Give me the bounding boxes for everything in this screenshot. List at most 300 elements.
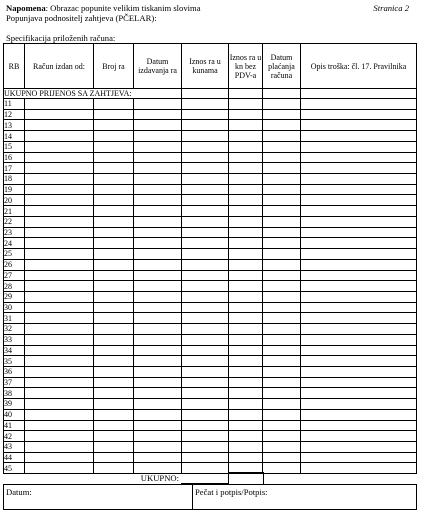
table-cell[interactable] (229, 195, 263, 206)
table-cell[interactable] (263, 356, 301, 367)
table-cell[interactable] (301, 216, 417, 227)
table-row (4, 259, 417, 270)
row-number: 31 (4, 313, 25, 324)
table-cell[interactable] (25, 174, 94, 185)
table-row (4, 442, 417, 453)
table-cell[interactable] (25, 281, 94, 292)
table-cell[interactable] (301, 184, 417, 195)
table-cell[interactable] (301, 356, 417, 367)
row-number: 35 (4, 356, 25, 367)
table-cell[interactable] (301, 163, 417, 174)
table-cell[interactable] (301, 324, 417, 335)
table-cell[interactable] (263, 334, 301, 345)
table-cell[interactable] (25, 356, 94, 367)
table-cell[interactable] (301, 452, 417, 463)
table-cell[interactable] (229, 431, 263, 442)
table-cell[interactable] (263, 227, 301, 238)
table-cell[interactable] (301, 141, 417, 152)
table-row (4, 195, 417, 206)
table-cell[interactable] (134, 302, 182, 313)
table-cell[interactable] (301, 431, 417, 442)
table-cell[interactable] (134, 249, 182, 260)
row-number: 40 (4, 409, 25, 420)
table-cell[interactable] (182, 366, 229, 377)
table-cell[interactable] (94, 302, 134, 313)
table-cell[interactable] (134, 163, 182, 174)
table-cell[interactable] (301, 109, 417, 120)
row-number: 44 (4, 452, 25, 463)
table-cell[interactable] (229, 345, 263, 356)
table-cell[interactable] (229, 141, 263, 152)
table-cell[interactable] (182, 356, 229, 367)
table-cell[interactable] (182, 152, 229, 163)
table-cell[interactable] (25, 238, 94, 249)
table-cell[interactable] (229, 152, 263, 163)
table-cell[interactable] (25, 442, 94, 453)
row-number: 23 (4, 227, 25, 238)
table-cell[interactable] (182, 281, 229, 292)
table-cell[interactable] (263, 324, 301, 335)
table-cell[interactable] (94, 195, 134, 206)
table-row (4, 452, 417, 463)
table-cell[interactable] (229, 377, 263, 388)
table-cell[interactable] (182, 291, 229, 302)
table-cell[interactable] (94, 141, 134, 152)
table-cell[interactable] (263, 420, 301, 431)
table-row (4, 270, 417, 281)
table-cell[interactable] (229, 131, 263, 142)
table-row (4, 238, 417, 249)
carry-cell[interactable] (301, 89, 417, 99)
table-cell[interactable] (25, 152, 94, 163)
table-cell[interactable] (229, 334, 263, 345)
table-row (4, 302, 417, 313)
table-cell[interactable] (94, 442, 134, 453)
table-cell[interactable] (182, 388, 229, 399)
table-cell[interactable] (229, 399, 263, 410)
table-cell[interactable] (134, 377, 182, 388)
table-cell[interactable] (94, 313, 134, 324)
table-cell[interactable] (229, 452, 263, 463)
table-cell[interactable] (301, 99, 417, 110)
table-cell[interactable] (25, 120, 94, 131)
table-cell[interactable] (229, 120, 263, 131)
table-cell[interactable] (25, 334, 94, 345)
table-cell[interactable] (182, 238, 229, 249)
table-cell[interactable] (229, 216, 263, 227)
table-cell[interactable] (263, 184, 301, 195)
total-row (3, 472, 416, 484)
col-header-issuer: Račun izdan od: (25, 44, 94, 89)
table-cell[interactable] (94, 420, 134, 431)
col-header-issue-date: Datum izdavanja ra (134, 44, 182, 89)
date-field[interactable] (4, 485, 193, 509)
row-number: 25 (4, 249, 25, 260)
table-cell[interactable] (134, 141, 182, 152)
table-cell[interactable] (134, 442, 182, 453)
table-cell[interactable] (182, 206, 229, 217)
table-row (4, 345, 417, 356)
table-cell[interactable] (301, 399, 417, 410)
col-header-rb: RB (4, 44, 25, 89)
table-cell[interactable] (263, 99, 301, 110)
table-cell[interactable] (229, 420, 263, 431)
table-cell[interactable] (25, 206, 94, 217)
table-cell[interactable] (94, 259, 134, 270)
carry-cell[interactable] (263, 89, 301, 99)
table-cell[interactable] (229, 281, 263, 292)
table-cell[interactable] (263, 163, 301, 174)
table-cell[interactable] (182, 324, 229, 335)
table-cell[interactable] (263, 313, 301, 324)
table-cell[interactable] (182, 174, 229, 185)
table-cell[interactable] (134, 281, 182, 292)
table-cell[interactable] (25, 431, 94, 442)
table-cell[interactable] (94, 324, 134, 335)
page-number: Stranica 2 (373, 3, 409, 13)
table-row (4, 99, 417, 110)
table-cell[interactable] (301, 195, 417, 206)
row-number: 19 (4, 184, 25, 195)
table-cell[interactable] (94, 120, 134, 131)
row-number: 12 (4, 109, 25, 120)
table-cell[interactable] (229, 174, 263, 185)
table-cell[interactable] (182, 270, 229, 281)
row-number: 32 (4, 324, 25, 335)
table-cell[interactable] (134, 431, 182, 442)
table-row (4, 120, 417, 131)
table-cell[interactable] (263, 174, 301, 185)
table-cell[interactable] (263, 345, 301, 356)
carry-over-label: UKUPNO PRIJENOS SA ZAHTJEVA: (4, 89, 182, 99)
row-number: 18 (4, 174, 25, 185)
table-cell[interactable] (94, 345, 134, 356)
table-cell[interactable] (229, 324, 263, 335)
table-cell[interactable] (229, 356, 263, 367)
table-cell[interactable] (94, 366, 134, 377)
table-cell[interactable] (301, 152, 417, 163)
note-text: : Obrazac popunite velikim tiskanim slovima (45, 3, 201, 13)
table-cell[interactable] (182, 131, 229, 142)
table-cell[interactable] (25, 345, 94, 356)
table-cell[interactable] (25, 302, 94, 313)
table-cell[interactable] (301, 238, 417, 249)
table-cell[interactable] (94, 377, 134, 388)
table-cell[interactable] (182, 420, 229, 431)
table-cell[interactable] (301, 377, 417, 388)
table-cell[interactable] (134, 195, 182, 206)
table-cell[interactable] (182, 163, 229, 174)
table-cell[interactable] (134, 174, 182, 185)
table-cell[interactable] (301, 174, 417, 185)
table-cell[interactable] (134, 313, 182, 324)
table-cell[interactable] (182, 452, 229, 463)
table-cell[interactable] (25, 366, 94, 377)
table-cell[interactable] (25, 399, 94, 410)
row-number: 30 (4, 302, 25, 313)
table-cell[interactable] (134, 184, 182, 195)
table-cell[interactable] (301, 442, 417, 453)
table-cell[interactable] (182, 216, 229, 227)
table-cell[interactable] (94, 281, 134, 292)
table-cell[interactable] (25, 259, 94, 270)
table-cell[interactable] (134, 120, 182, 131)
table-cell[interactable] (25, 420, 94, 431)
table-cell[interactable] (182, 141, 229, 152)
table-cell[interactable] (229, 313, 263, 324)
row-number: 42 (4, 431, 25, 442)
table-cell[interactable] (229, 238, 263, 249)
row-number: 26 (4, 259, 25, 270)
table-cell[interactable] (182, 431, 229, 442)
table-cell[interactable] (134, 238, 182, 249)
table-cell[interactable] (25, 452, 94, 463)
table-cell[interactable] (94, 399, 134, 410)
col-header-amount: Iznos ra u kunama (182, 44, 229, 89)
table-cell[interactable] (229, 442, 263, 453)
table-cell[interactable] (182, 345, 229, 356)
table-cell[interactable] (94, 431, 134, 442)
table-cell[interactable] (94, 249, 134, 260)
table-cell[interactable] (25, 324, 94, 335)
table-cell[interactable] (263, 259, 301, 270)
table-cell[interactable] (263, 442, 301, 453)
table-cell[interactable] (25, 270, 94, 281)
invoice-spec-table (3, 43, 417, 474)
table-cell[interactable] (25, 216, 94, 227)
table-cell[interactable] (134, 131, 182, 142)
table-cell[interactable] (25, 377, 94, 388)
table-cell[interactable] (25, 109, 94, 120)
table-cell[interactable] (263, 238, 301, 249)
row-number: 33 (4, 334, 25, 345)
table-row (4, 249, 417, 260)
table-cell[interactable] (134, 409, 182, 420)
table-cell[interactable] (94, 216, 134, 227)
table-cell[interactable] (182, 120, 229, 131)
table-cell[interactable] (94, 388, 134, 399)
table-cell[interactable] (263, 270, 301, 281)
table-cell[interactable] (263, 206, 301, 217)
table-cell[interactable] (134, 366, 182, 377)
table-cell[interactable] (263, 120, 301, 131)
table-cell[interactable] (182, 442, 229, 453)
table-cell[interactable] (94, 238, 134, 249)
table-cell[interactable] (182, 184, 229, 195)
table-cell[interactable] (134, 399, 182, 410)
table-cell[interactable] (25, 184, 94, 195)
table-cell[interactable] (301, 131, 417, 142)
table-cell[interactable] (263, 131, 301, 142)
table-cell[interactable] (134, 388, 182, 399)
table-cell[interactable] (301, 345, 417, 356)
table-row (4, 431, 417, 442)
table-cell[interactable] (134, 227, 182, 238)
table-row (4, 356, 417, 367)
row-number: 11 (4, 99, 25, 110)
table-row (4, 281, 417, 292)
table-cell[interactable] (263, 249, 301, 260)
row-number: 45 (4, 463, 25, 474)
row-number: 38 (4, 388, 25, 399)
table-cell[interactable] (134, 356, 182, 367)
table-cell[interactable] (94, 99, 134, 110)
table-cell[interactable] (25, 313, 94, 324)
table-cell[interactable] (134, 334, 182, 345)
table-cell[interactable] (301, 366, 417, 377)
table-cell[interactable] (94, 131, 134, 142)
table-cell[interactable] (301, 302, 417, 313)
row-number: 28 (4, 281, 25, 292)
carry-cell[interactable] (229, 89, 263, 99)
carry-cell[interactable] (182, 89, 229, 99)
note-label: Napomena (6, 3, 46, 13)
col-header-payment-date: Datum plaćanja računa (263, 44, 301, 89)
table-cell[interactable] (25, 163, 94, 174)
table-cell[interactable] (134, 99, 182, 110)
table-cell[interactable] (229, 227, 263, 238)
table-cell[interactable] (94, 291, 134, 302)
table-cell[interactable] (182, 302, 229, 313)
table-cell[interactable] (134, 109, 182, 120)
table-cell[interactable] (134, 270, 182, 281)
table-cell[interactable] (94, 227, 134, 238)
table-cell[interactable] (263, 291, 301, 302)
table-cell[interactable] (301, 281, 417, 292)
row-number: 41 (4, 420, 25, 431)
table-cell[interactable] (229, 99, 263, 110)
table-cell[interactable] (25, 99, 94, 110)
table-row (4, 109, 417, 120)
table-cell[interactable] (94, 109, 134, 120)
table-row (4, 377, 417, 388)
table-cell[interactable] (94, 206, 134, 217)
table-cell[interactable] (182, 313, 229, 324)
seal-label: Pečat i potpis/Potpis: (195, 487, 268, 497)
table-cell[interactable] (134, 152, 182, 163)
table-cell[interactable] (25, 195, 94, 206)
table-cell[interactable] (94, 163, 134, 174)
table-cell[interactable] (25, 227, 94, 238)
table-cell[interactable] (229, 270, 263, 281)
table-cell[interactable] (25, 388, 94, 399)
table-cell[interactable] (94, 270, 134, 281)
table-cell[interactable] (182, 377, 229, 388)
table-cell[interactable] (229, 109, 263, 120)
row-number: 27 (4, 270, 25, 281)
table-cell[interactable] (263, 141, 301, 152)
table-cell[interactable] (301, 227, 417, 238)
table-cell[interactable] (182, 195, 229, 206)
table-cell[interactable] (263, 377, 301, 388)
table-cell[interactable] (263, 109, 301, 120)
table-row (4, 184, 417, 195)
table-cell[interactable] (301, 206, 417, 217)
table-cell[interactable] (94, 184, 134, 195)
table-cell[interactable] (229, 249, 263, 260)
table-cell[interactable] (263, 195, 301, 206)
table-cell[interactable] (263, 409, 301, 420)
table-cell[interactable] (263, 452, 301, 463)
table-cell[interactable] (182, 409, 229, 420)
table-cell[interactable] (25, 291, 94, 302)
table-cell[interactable] (301, 249, 417, 260)
table-cell[interactable] (263, 152, 301, 163)
table-cell[interactable] (134, 291, 182, 302)
table-cell[interactable] (134, 324, 182, 335)
table-cell[interactable] (301, 409, 417, 420)
table-cell[interactable] (263, 216, 301, 227)
table-cell[interactable] (134, 420, 182, 431)
seal-signature-field[interactable] (193, 485, 416, 509)
table-cell[interactable] (301, 270, 417, 281)
table-cell[interactable] (263, 388, 301, 399)
table-cell[interactable] (229, 163, 263, 174)
table-cell[interactable] (134, 259, 182, 270)
table-cell[interactable] (182, 109, 229, 120)
table-cell[interactable] (301, 259, 417, 270)
table-cell[interactable] (301, 120, 417, 131)
table-cell[interactable] (263, 431, 301, 442)
table-cell[interactable] (134, 345, 182, 356)
table-cell[interactable] (94, 152, 134, 163)
table-cell[interactable] (263, 302, 301, 313)
table-cell[interactable] (134, 216, 182, 227)
table-cell[interactable] (229, 409, 263, 420)
table-cell[interactable] (229, 388, 263, 399)
table-cell[interactable] (229, 184, 263, 195)
table-cell[interactable] (229, 366, 263, 377)
table-cell[interactable] (182, 227, 229, 238)
table-cell[interactable] (263, 366, 301, 377)
table-cell[interactable] (134, 206, 182, 217)
table-cell[interactable] (182, 99, 229, 110)
table-cell[interactable] (182, 259, 229, 270)
table-cell[interactable] (94, 356, 134, 367)
table-cell[interactable] (301, 334, 417, 345)
table-row (4, 291, 417, 302)
table-row (4, 174, 417, 185)
table-row (4, 388, 417, 399)
table-cell[interactable] (182, 399, 229, 410)
table-cell[interactable] (229, 259, 263, 270)
table-cell[interactable] (301, 291, 417, 302)
table-cell[interactable] (301, 420, 417, 431)
table-row (4, 334, 417, 345)
table-cell[interactable] (263, 399, 301, 410)
table-cell[interactable] (229, 206, 263, 217)
table-cell[interactable] (94, 334, 134, 345)
table-cell[interactable] (229, 291, 263, 302)
table-cell[interactable] (134, 452, 182, 463)
table-cell[interactable] (263, 281, 301, 292)
table-cell[interactable] (25, 131, 94, 142)
table-row (4, 227, 417, 238)
table-cell[interactable] (94, 452, 134, 463)
table-cell[interactable] (94, 409, 134, 420)
total-amount-cell[interactable] (181, 472, 228, 484)
table-row (4, 324, 417, 335)
table-cell[interactable] (94, 174, 134, 185)
table-cell[interactable] (182, 249, 229, 260)
table-cell[interactable] (25, 249, 94, 260)
table-cell[interactable] (301, 313, 417, 324)
table-cell[interactable] (182, 334, 229, 345)
table-cell[interactable] (25, 409, 94, 420)
table-cell[interactable] (25, 141, 94, 152)
table-cell[interactable] (229, 302, 263, 313)
table-cell[interactable] (301, 388, 417, 399)
